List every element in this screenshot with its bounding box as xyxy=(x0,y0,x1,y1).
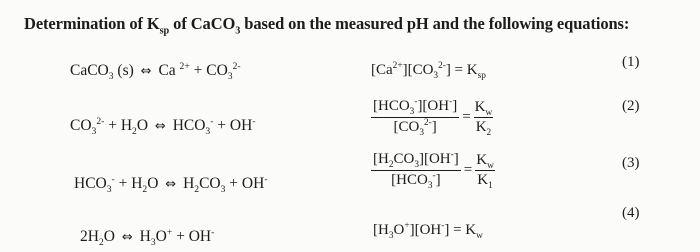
equation-number-2: (2) xyxy=(622,98,640,114)
reaction-4: $2H_2O$ ⇔ $H_3O^+ + OH^-$ xyxy=(80,226,215,249)
reaction-3: $HCO_3^- + H_2O$ ⇔ $H_2CO_3 + OH^-$ xyxy=(74,173,268,196)
equation-4: $[H_3O^+][OH^-] = K_w$ xyxy=(373,221,483,241)
equation-number-4: (4) xyxy=(622,205,640,221)
document-title: Determination of $K_{sp}$ of CaCO$_3$ based on the measured pH and the following equations: xyxy=(24,14,630,37)
reaction-2: $CO_3^{2-} + H_2O$ ⇔ $HCO_3^- + OH^-$ xyxy=(70,115,256,138)
equation-number-3: (3) xyxy=(622,155,640,171)
equation-number-1: (1) xyxy=(622,54,640,70)
equation-2: $\frac{[HCO_3^-][OH^-]}{[CO_3^{2-}]}$ = $\frac{K_w}{K_2}$ xyxy=(373,97,493,138)
reaction-1: CaCO$_3$ (s) ⇔ Ca $^{2+} + CO_3^{2-}$ xyxy=(70,60,241,83)
equation-1: $[Ca^{2+}][CO_3^{2-}] = K_{sp}$ xyxy=(371,61,486,81)
equation-3: $\frac{[H_2CO_3][OH^-]}{[HCO_3^-]}$ = $\frac{K_w}{K_1}$ xyxy=(373,150,494,191)
